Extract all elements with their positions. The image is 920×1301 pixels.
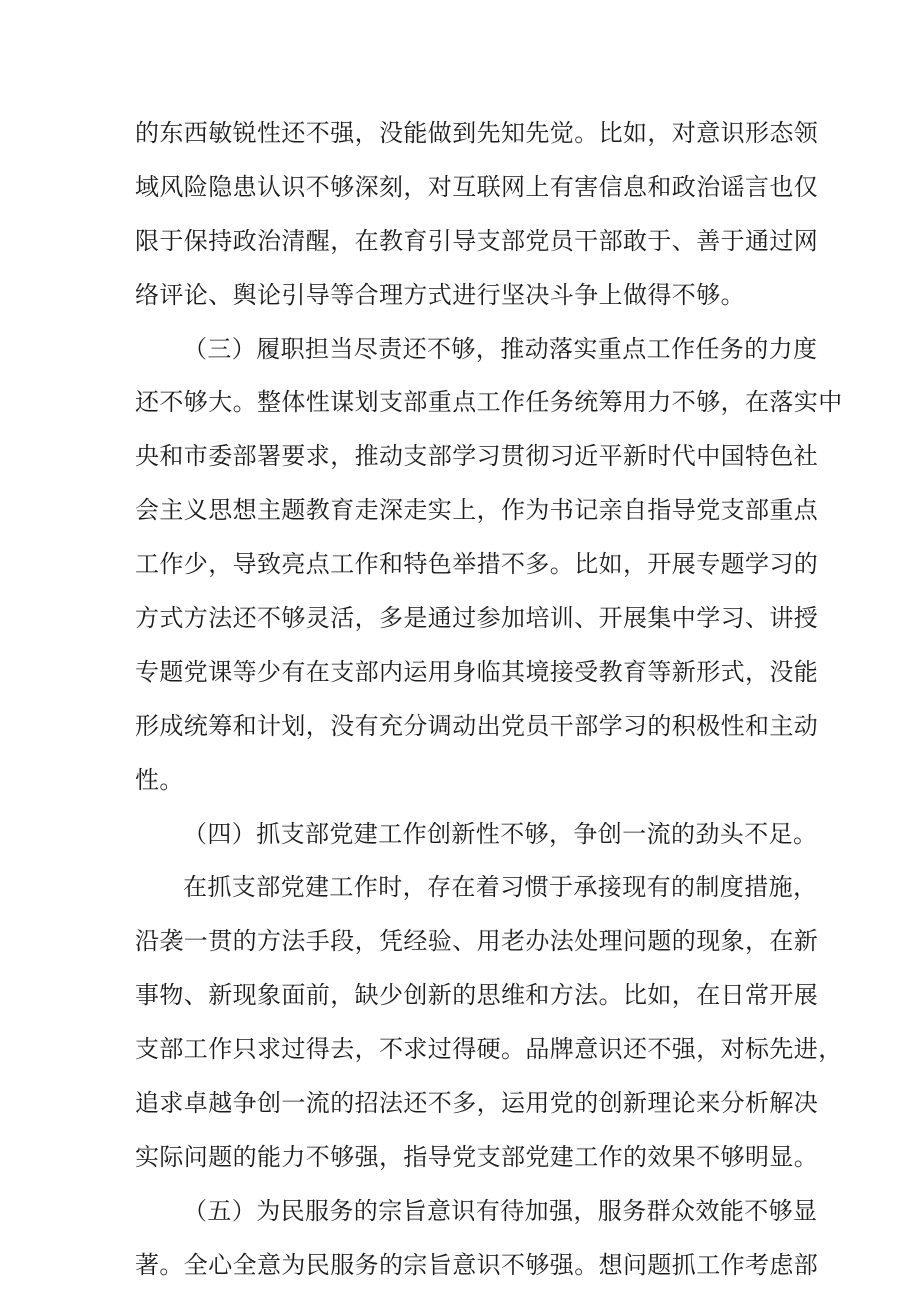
text-line: 络评论、舆论引导等合理方式进行坚决斗争上做得不够。 xyxy=(135,280,745,309)
text-line: 追求卓越争创一流的招法还不多，运用党的创新理论来分析解决 xyxy=(135,1089,819,1118)
text-line: 沿袭一贯的方法手段，凭经验、用老办法处理问题的现象，在新 xyxy=(135,927,819,956)
section-heading-three: （三）履职担当尽责还不够，推动落实重点工作任务的力度 xyxy=(183,334,818,363)
text-line: 限于保持政治清醒，在教育引导支部党员干部敢于、善于通过网 xyxy=(135,226,819,255)
text-line: 支部工作只求过得去，不求过得硬。品牌意识还不强，对标先进， xyxy=(135,1035,843,1064)
text-line: 工作少，导致亮点工作和特色举措不多。比如，开展专题学习的 xyxy=(135,550,819,579)
text-line: 域风险隐患认识不够深刻，对互联网上有害信息和政治谣言也仅 xyxy=(135,172,819,201)
text-line: 事物、新现象面前，缺少创新的思维和方法。比如，在日常开展 xyxy=(135,981,819,1010)
section-heading-four: （四）抓支部党建工作创新性不够，争创一流的劲头不足。 xyxy=(183,819,818,848)
text-line: 的东西敏锐性还不强，没能做到先知先觉。比如，对意识形态领 xyxy=(135,119,819,147)
text-line: 著。全心全意为民服务的宗旨意识不够强。想问题抓工作考虑部 xyxy=(135,1250,819,1279)
section-heading-five: （五）为民服务的宗旨意识有待加强，服务群众效能不够显 xyxy=(183,1196,818,1225)
text-line: 还不够大。整体性谋划支部重点工作任务统筹用力不够，在落实中 xyxy=(135,388,843,417)
paragraph-start: 在抓支部党建工作时，存在着习惯于承接现有的制度措施， xyxy=(183,873,818,902)
text-line: 方式方法还不够灵活，多是通过参加培训、开展集中学习、讲授 xyxy=(135,604,819,633)
document-body xyxy=(135,107,843,1293)
text-line: 会主义思想主题教育走深走实上，作为书记亲自指导党支部重点 xyxy=(135,496,819,525)
text-line: 央和市委部署要求，推动支部学习贯彻习近平新时代中国特色社 xyxy=(135,442,819,471)
text-line: 形成统筹和计划，没有充分调动出党员干部学习的积极性和主动 xyxy=(135,711,819,740)
text-line: 实际问题的能力不够强，指导党支部党建工作的效果不够明显。 xyxy=(135,1142,819,1171)
text-line: 性。 xyxy=(135,765,184,794)
text-line: 专题党课等少有在支部内运用身临其境接受教育等新形式，没能 xyxy=(135,657,819,686)
